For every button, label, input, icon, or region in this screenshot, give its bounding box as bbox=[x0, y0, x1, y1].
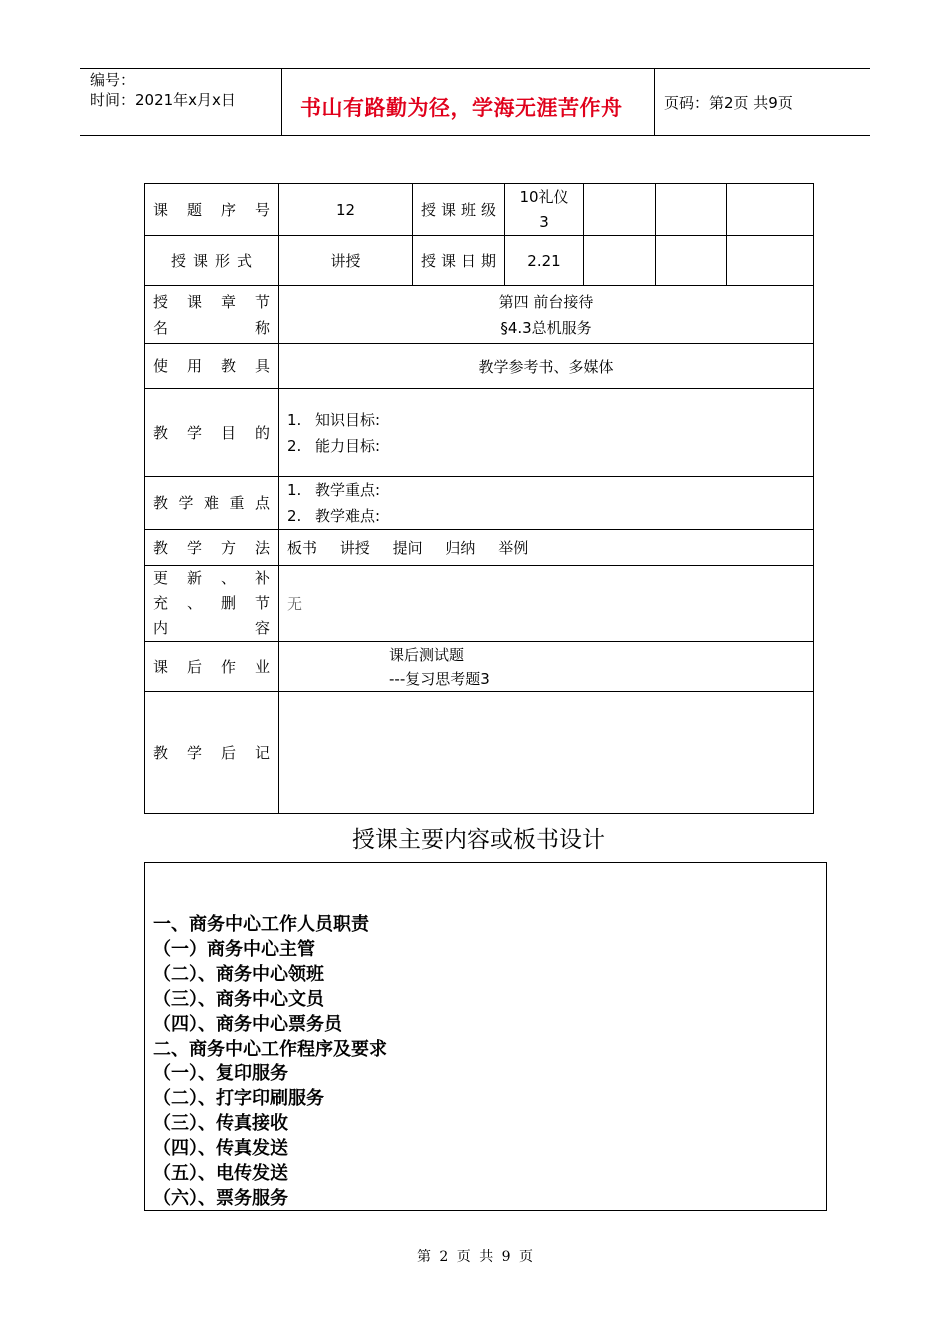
form-label: 授课形式 bbox=[145, 236, 279, 286]
update-label-line-2: 充、删节 bbox=[153, 594, 270, 612]
update-label-line-1: 更新、补 bbox=[153, 569, 270, 587]
homework-value bbox=[279, 642, 814, 692]
class-value bbox=[505, 184, 584, 236]
method-item: 板书 bbox=[287, 538, 318, 557]
empty-cell bbox=[727, 184, 814, 236]
table-row-form bbox=[145, 236, 814, 286]
update-value: 无 bbox=[279, 566, 814, 642]
tools-value: 教学参考书、多媒体 bbox=[279, 344, 814, 389]
goal-item-num: 1. bbox=[287, 410, 302, 429]
chapter-label-line-1: 授课章节 bbox=[153, 292, 270, 311]
chapter-name bbox=[279, 286, 814, 344]
board-line: （三）、传真接收 bbox=[153, 1113, 288, 1135]
header-divider-right bbox=[654, 68, 655, 136]
header-bottom-rule bbox=[80, 135, 870, 136]
header-divider-left bbox=[281, 68, 282, 136]
key-item bbox=[287, 503, 813, 529]
homework-line-2: ---复习思考题3 bbox=[389, 669, 490, 688]
key-list bbox=[279, 477, 814, 530]
board-line: 一、商务中心工作人员职责 bbox=[153, 914, 369, 935]
board-line: （六）、票务服务 bbox=[153, 1187, 288, 1209]
chapter-label bbox=[145, 286, 279, 344]
board-section-title: 授课主要内容或板书设计 bbox=[352, 827, 605, 853]
board-line: （二）、打字印刷服务 bbox=[153, 1088, 324, 1110]
key-item bbox=[287, 477, 813, 503]
update-label-line-3: 内容 bbox=[153, 619, 270, 637]
chapter-label-line-2: 名称 bbox=[153, 318, 270, 337]
goal-item bbox=[287, 407, 813, 433]
method-label: 教学方法 bbox=[145, 530, 279, 566]
header-motto: 书山有路勤为径，学海无涯苦作舟 bbox=[300, 96, 623, 120]
board-line: （四）、传真发送 bbox=[153, 1138, 288, 1160]
empty-cell bbox=[584, 184, 656, 236]
date-label: 授课日期 bbox=[413, 236, 505, 286]
empty-cell bbox=[584, 236, 656, 286]
board-content-box bbox=[144, 862, 827, 1211]
notes-value bbox=[279, 692, 814, 814]
key-label: 教学难重点 bbox=[145, 477, 279, 530]
page-footer: 第 2 页 共 9 页 bbox=[416, 1249, 534, 1265]
board-line: （二）、商务中心领班 bbox=[153, 963, 324, 985]
board-line: 二、商务中心工作程序及要求 bbox=[153, 1038, 387, 1060]
method-item: 提问 bbox=[392, 538, 423, 557]
goal-item-num: 2. bbox=[287, 436, 302, 455]
table-row-notes bbox=[145, 692, 814, 814]
table-row-update bbox=[145, 566, 814, 642]
empty-cell bbox=[727, 236, 814, 286]
class-value-text: 10礼仪3 bbox=[519, 187, 569, 231]
board-line: （五）、电传发送 bbox=[153, 1163, 288, 1185]
method-item: 举例 bbox=[498, 538, 529, 557]
key-item-text: 教学重点: bbox=[315, 481, 381, 499]
chapter-line-1: 第四 前台接待 bbox=[498, 292, 594, 311]
board-line: （一）商务中心主管 bbox=[153, 938, 315, 960]
goal-item-text: 知识目标: bbox=[315, 410, 381, 429]
table-row-serial bbox=[145, 184, 814, 236]
table-row-homework bbox=[145, 642, 814, 692]
key-item-num: 2. bbox=[287, 507, 302, 525]
header-top-rule bbox=[80, 68, 870, 69]
header-time-label: 时间：2021年x月x日 bbox=[90, 91, 236, 109]
method-list bbox=[279, 530, 814, 566]
key-item-num: 1. bbox=[287, 481, 302, 499]
board-line: （三）、商务中心文员 bbox=[153, 988, 324, 1010]
table-row-chapter bbox=[145, 286, 814, 344]
homework-label: 课后作业 bbox=[145, 642, 279, 692]
class-label: 授课班级 bbox=[413, 184, 505, 236]
board-line: （一）、复印服务 bbox=[153, 1063, 288, 1085]
empty-cell bbox=[656, 236, 727, 286]
table-row-tools bbox=[145, 344, 814, 389]
header-page-label: 页码：第2页 共9页 bbox=[664, 94, 793, 112]
goal-item-text: 能力目标: bbox=[315, 436, 381, 455]
chapter-line-2: §4.3总机服务 bbox=[500, 318, 592, 337]
tools-label: 使用教具 bbox=[145, 344, 279, 389]
homework-line-1: 课后测试题 bbox=[389, 645, 465, 664]
serial-label: 课题序号 bbox=[145, 184, 279, 236]
method-item: 讲授 bbox=[339, 538, 370, 557]
goal-label: 教学目的 bbox=[145, 389, 279, 477]
form-value: 讲授 bbox=[279, 236, 413, 286]
empty-cell bbox=[656, 184, 727, 236]
key-item-text: 教学难点: bbox=[315, 507, 381, 525]
goal-list bbox=[279, 389, 814, 477]
date-value: 2.21 bbox=[505, 236, 584, 286]
table-row-goal bbox=[145, 389, 814, 477]
notes-label: 教学后记 bbox=[145, 692, 279, 814]
board-content-list bbox=[153, 913, 387, 1212]
goal-item bbox=[287, 433, 813, 459]
serial-value: 12 bbox=[279, 184, 413, 236]
board-line: （四）、商务中心票务员 bbox=[153, 1013, 342, 1035]
table-row-key-points bbox=[145, 477, 814, 530]
lesson-info-table bbox=[144, 183, 814, 814]
method-item: 归纳 bbox=[445, 538, 476, 557]
header-number-label: 编号： bbox=[90, 71, 136, 89]
table-row-method bbox=[145, 530, 814, 566]
update-label bbox=[145, 566, 279, 642]
